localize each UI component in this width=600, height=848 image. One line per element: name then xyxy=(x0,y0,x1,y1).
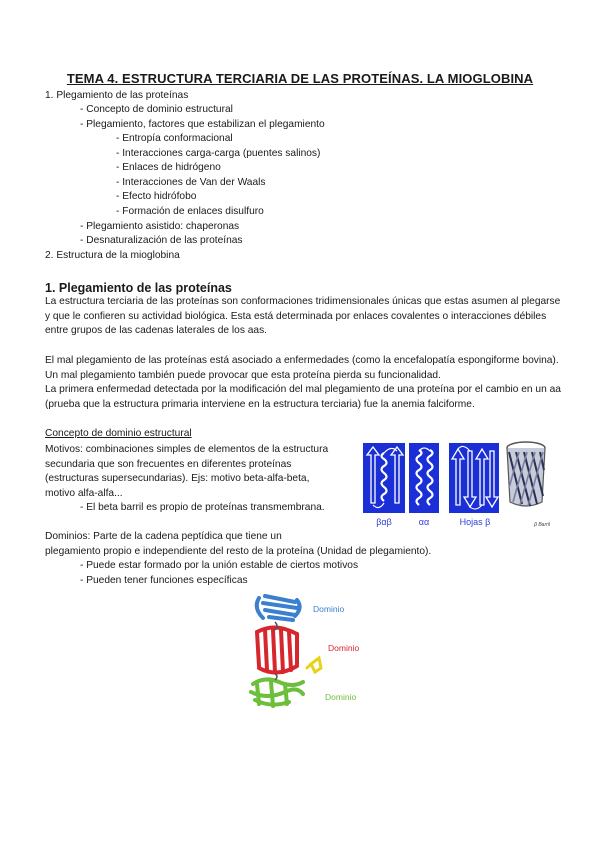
section-heading: 1. Plegamiento de las proteínas xyxy=(45,281,232,295)
figure-caption: βαβ xyxy=(376,517,392,527)
toc-item: - Formación de enlaces disulfuro xyxy=(116,206,264,217)
beta-sheet-figure xyxy=(449,443,499,513)
toc-item: 2. Estructura de la mioglobina xyxy=(45,250,180,261)
protein-domains-figure xyxy=(245,588,370,718)
toc-item: - Interacciones carga-carga (puentes salinos) xyxy=(116,148,321,159)
figure-caption: Hojas β xyxy=(459,517,491,527)
document-title: TEMA 4. ESTRUCTURA TERCIARIA DE LAS PROTEÍNAS. LA MIOGLOBINA xyxy=(66,71,534,86)
paragraph-text: La primera enfermedad detectada por la modificación del mal plegamiento de una proteína por el cambio en un aa (prueba que la estructura primaria interviene en la estructura terciaria) fue la anemia falciforme. xyxy=(45,384,561,410)
text-line: - Pueden tener funciones específicas xyxy=(80,575,248,586)
toc-item: - Desnaturalización de las proteínas xyxy=(80,235,243,246)
figure-caption: β Barril xyxy=(534,522,550,528)
text-line: Dominios: Parte de la cadena peptídica que tiene un xyxy=(45,531,282,542)
beta-alpha-beta-figure xyxy=(363,443,405,513)
text-line: Motivos: combinaciones simples de elementos de la estructura xyxy=(45,444,329,455)
toc-item: - Enlaces de hidrógeno xyxy=(116,162,221,173)
text-line: plegamiento propio e independiente del resto de la proteína (Unidad de plegamiento). xyxy=(45,546,432,557)
toc-item: 1. Plegamiento de las proteínas xyxy=(45,90,189,101)
text-line: - El beta barril es propio de proteínas transmembrana. xyxy=(80,502,325,514)
text-line: motivo alfa-alfa... xyxy=(45,487,123,499)
paragraph-text: La estructura terciaria de las proteínas son conformaciones tridimensionales únicas que estas asumen al plegarse y que le confieren su actividad biológica. Esta está determinada por enlaces covalentes o interacciones débiles entre grupos de las cadenas laterales de los aas. xyxy=(45,296,561,337)
alpha-alpha-figure xyxy=(409,443,439,513)
text-line: - Puede estar formado por la unión estable de ciertos motivos xyxy=(80,560,359,571)
paragraph xyxy=(45,295,565,339)
toc-item: - Efecto hidrófobo xyxy=(116,191,197,202)
domain-label-red: Dominio xyxy=(328,643,360,653)
toc-item: - Interacciones de Van der Waals xyxy=(116,177,266,188)
toc-item: - Plegamiento, factores que estabilizan el plegamiento xyxy=(80,119,325,130)
text-line: secundaria que son frecuentes en diferentes proteínas xyxy=(45,458,292,470)
toc-item: - Entropía conformacional xyxy=(116,133,233,144)
toc-item: - Concepto de dominio estructural xyxy=(80,104,233,115)
text-line: (estructuras supersecundarias). Ejs: motivo beta-alfa-beta, xyxy=(45,473,310,485)
paragraph xyxy=(45,354,565,412)
domain-label-blue: Dominio xyxy=(313,604,345,614)
domain-label-green: Dominio xyxy=(325,692,357,702)
subheading: Concepto de dominio estructural xyxy=(45,428,192,439)
motivos-text xyxy=(45,443,357,516)
figure-caption: αα xyxy=(418,517,430,527)
paragraph-text: El mal plegamiento de las proteínas está asociado a enfermedades (como la encefalopatía espongiforme bovina). Un mal plegamiento también puede provocar que esta proteína pierda su funcionalidad. xyxy=(45,355,559,381)
beta-barrel-figure xyxy=(504,440,548,510)
toc-item: - Plegamiento asistido: chaperonas xyxy=(80,221,240,232)
